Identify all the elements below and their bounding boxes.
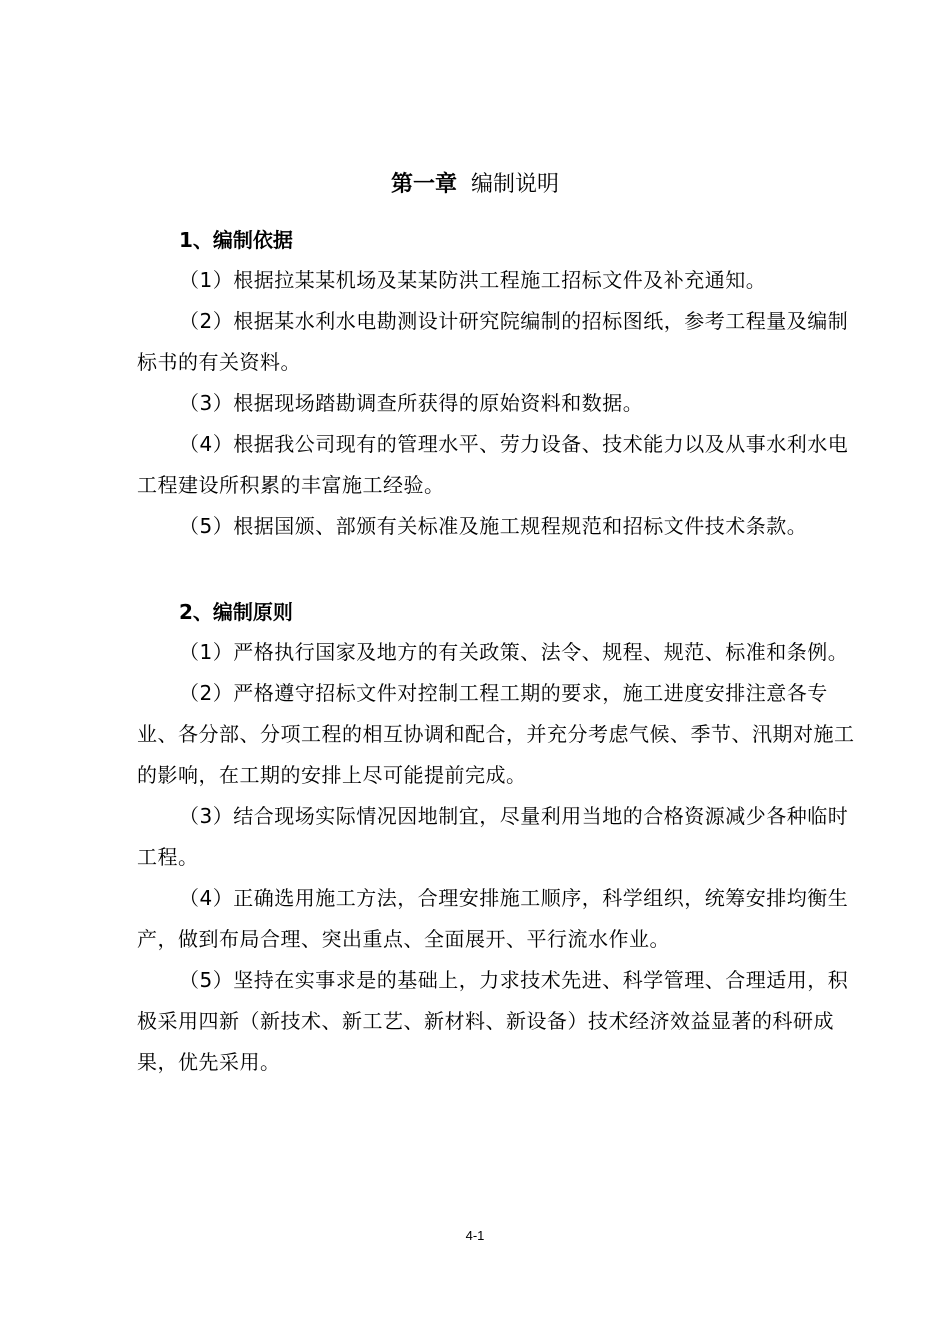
paragraph: （1）严格执行国家及地方的有关政策、法令、规程、规范、标准和条例。 xyxy=(179,640,849,664)
paragraph: （4）根据我公司现有的管理水平、劳力设备、技术能力以及从事水利水电工程建设所积累的丰富施工经验。 xyxy=(137,432,849,497)
chapter-title xyxy=(0,170,950,200)
paragraph: （1）根据拉某某机场及某某防洪工程施工招标文件及补充通知。 xyxy=(179,268,767,292)
section-heading: 1、编制依据 xyxy=(179,228,293,252)
chapter-name: 编制说明 xyxy=(471,172,560,197)
paragraph: （2）严格遵守招标文件对控制工程工期的要求，施工进度安排注意各专业、各分部、分项工程的相互协调和配合，并充分考虑气候、季节、汛期对施工的影响，在工期的安排上尽可能提前完成。 xyxy=(137,681,855,787)
paragraph: （3）根据现场踏勘调查所获得的原始资料和数据。 xyxy=(179,391,644,415)
paragraph: （3）结合现场实际情况因地制宜，尽量利用当地的合格资源减少各种临时工程。 xyxy=(137,804,849,869)
paragraph: （5）坚持在实事求是的基础上，力求技术先进、科学管理、合理适用，积极采用四新（新技术、新工艺、新材料、新设备）技术经济效益显著的科研成果，优先采用。 xyxy=(137,968,849,1074)
page-number: 4-1 xyxy=(465,1228,485,1243)
section-heading: 2、编制原则 xyxy=(179,600,293,624)
paragraph: （5）根据国颁、部颁有关标准及施工规程规范和招标文件技术条款。 xyxy=(179,514,808,538)
chapter-number: 第一章 xyxy=(390,172,457,197)
paragraph: （4）正确选用施工方法，合理安排施工顺序，科学组织，统筹安排均衡生产，做到布局合理、突出重点、全面展开、平行流水作业。 xyxy=(137,886,849,951)
section-principles xyxy=(137,592,857,1083)
section-basis xyxy=(137,220,857,547)
paragraph: （2）根据某水利水电勘测设计研究院编制的招标图纸，参考工程量及编制标书的有关资料。 xyxy=(137,309,849,374)
